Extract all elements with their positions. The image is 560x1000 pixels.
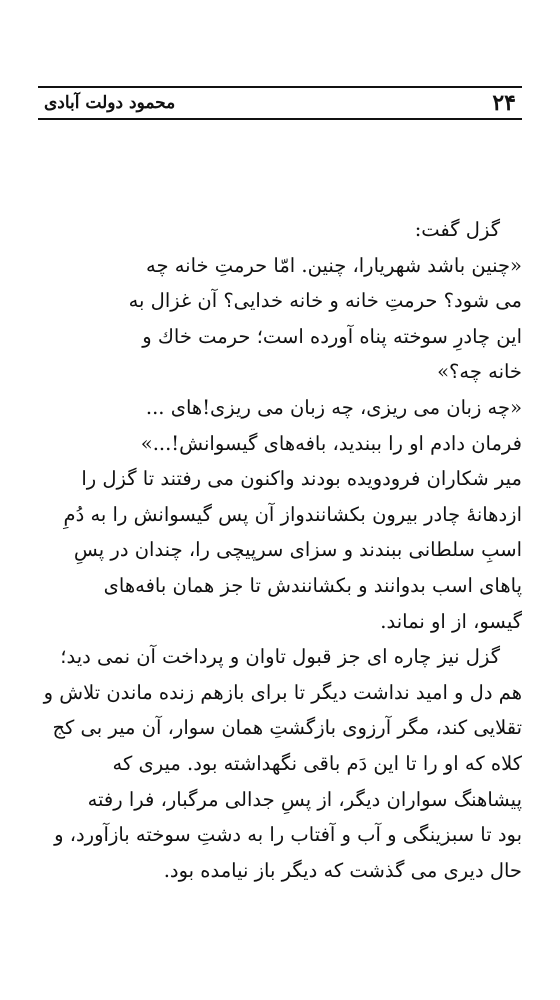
text-line: خانه چه؟» xyxy=(437,360,522,384)
text-line: گیسو، از او نماند. xyxy=(380,609,522,633)
text-line: این چادرِ سوخته پناه آورده است؛ حرمت خاك و xyxy=(142,324,522,348)
text-line: «چه زبان می ریزی، چه زبان می ریزی!های ... xyxy=(145,395,522,419)
text-line: هم دل و امید نداشت دیگر تا برای بازهم زنده ماندن تلاش و xyxy=(43,680,522,704)
body-text xyxy=(40,212,522,888)
text-line: می شود؟ حرمتِ خانه و خانه خدایی؟ آن غزال به xyxy=(128,289,522,313)
text-line: اسبِ سلطانی ببندند و سزای سرپیچی را، چندان در پسِ xyxy=(73,538,522,562)
text-line: «چنین باشد شهریارا، چنین. امّا حرمتِ خانه چه xyxy=(146,253,522,277)
text-line: ازدهانهٔ چادر بیرون بکشانندواز آن پس گیسوانش را به دُمِ xyxy=(63,502,522,526)
text-line: تقلایی کند، مگر آرزوی بازگشتِ همان سوار، آن میر بی کج xyxy=(52,716,522,740)
text-line: میر شکاران فرودویده بودند واکنون می رفتند تا گزل را xyxy=(81,467,522,491)
text-line: فرمان دادم او را ببندید، بافه‌های گیسوانش!...» xyxy=(140,431,522,455)
page-number: ۲۴ xyxy=(492,90,516,116)
text-line: بود تا سبزینگی و آب و آفتاب را به دشتِ سوخته بازآورد، و xyxy=(54,823,522,847)
running-head-author: محمود دولت آبادی xyxy=(44,93,176,113)
text-line: پیشاهنگ سواران دیگر، از پسِ جدالی مرگبار، فرا رفته xyxy=(87,787,522,811)
text-line: حال دیری می گذشت که دیگر باز نیامده بود. xyxy=(163,858,522,882)
text-line: پاهای اسب بدوانند و بکشانندش تا جز همان بافه‌های xyxy=(103,573,522,597)
page-header xyxy=(38,86,522,120)
text-line: گزل نیز چاره ای جز قبول تاوان و پرداخت آن نمی دید؛ xyxy=(60,645,500,669)
text-line: گزل گفت: xyxy=(414,218,500,241)
text-line: کلاه که او را تا این دَم باقی نگهداشته بود. میری که xyxy=(112,751,522,775)
